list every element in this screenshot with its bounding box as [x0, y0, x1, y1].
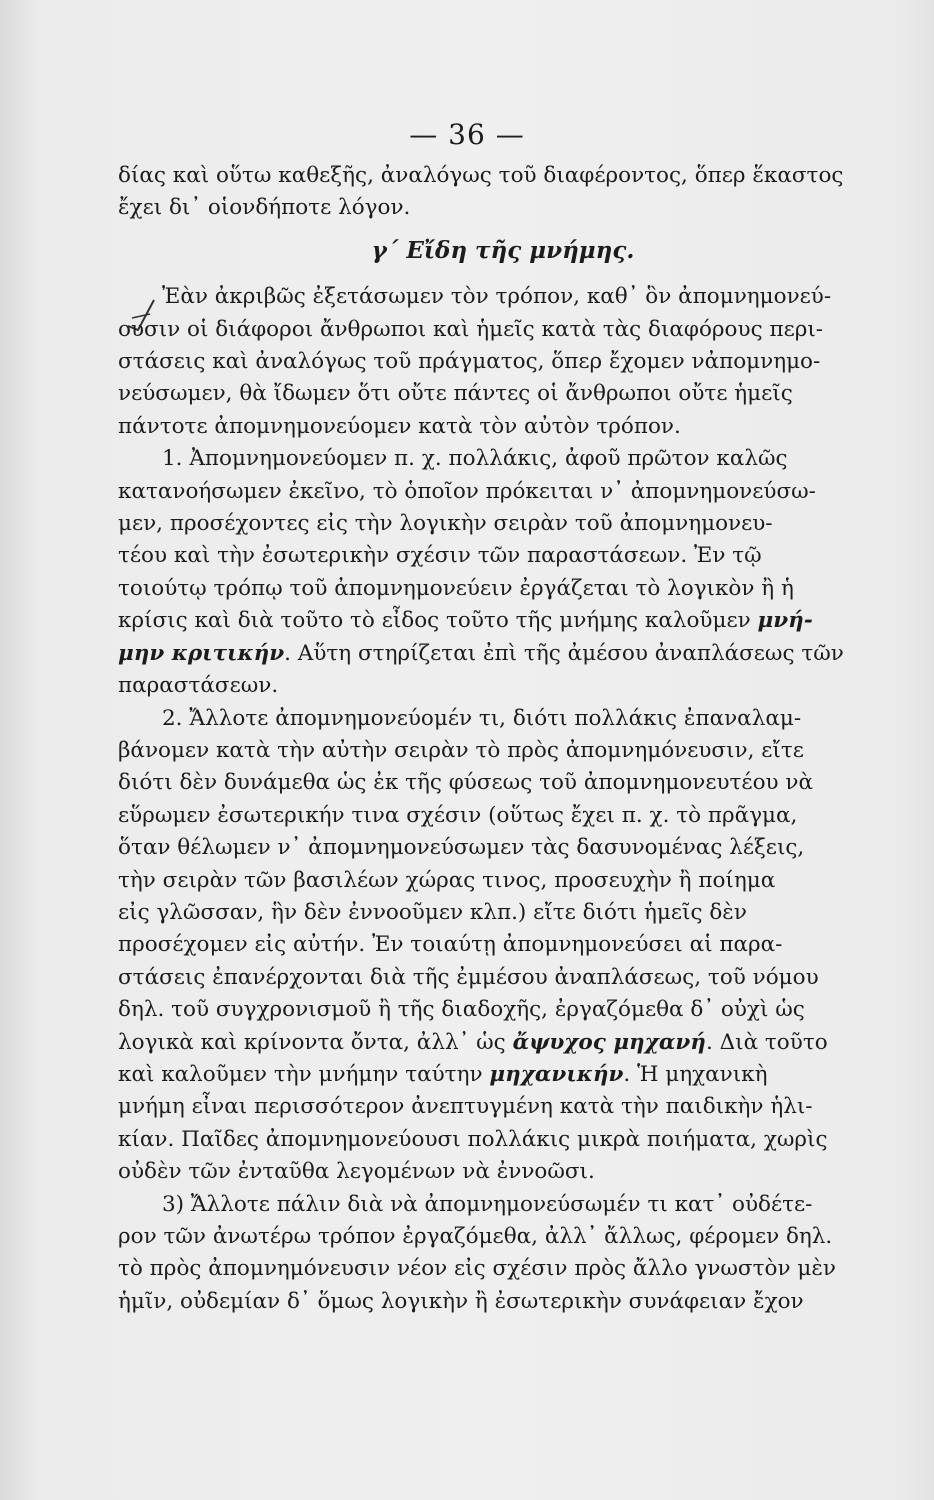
emphasis-term: μηχανικήν — [489, 1061, 624, 1087]
text-line: 3) Ἄλλοτε πάλιν διὰ νὰ ἀπομνημονεύσωμέν τι κατ᾽ οὐδέτε- — [162, 1191, 813, 1217]
text-line: διότι δὲν δυνάμεθα ὡς ἐκ τῆς φύσεως τοῦ ἀπομνημονευτέου νὰ — [118, 770, 814, 796]
body-text — [118, 160, 878, 1318]
emphasis-term: ἄψυχος μηχανή — [512, 1029, 706, 1055]
text-line — [118, 605, 878, 637]
text-segment: λογικὰ καὶ κρίνοντα ὄντα, ἀλλ᾽ ὡς — [118, 1029, 513, 1055]
text-line: δίας καὶ οὕτω καθεξῆς, ἀναλόγως τοῦ διαφέροντος, ὅπερ ἕκαστος — [118, 163, 844, 188]
text-line: στάσεις καὶ ἀναλόγως τοῦ πράγματος, ὅπερ ἔχομεν νἀπομνημο- — [118, 349, 821, 375]
text-line: 1. Ἀπομνημονεύομεν π. χ. πολλάκις, ἀφοῦ πρῶτον καλῶς — [162, 446, 788, 472]
text-line: μνήμη εἶναι περισσότερον ἀνεπτυγμένη κατὰ τὴν παιδικὴν ἡλι- — [118, 1094, 813, 1120]
text-segment: . Αὕτη στηρίζεται ἐπὶ τῆς ἀμέσου ἀναπλάσεως τῶν — [284, 640, 844, 666]
text-line: εἰς γλῶσσαν, ἣν δὲν ἐννοοῦμεν κλπ.) εἴτε διότι ἡμεῖς δὲν — [118, 899, 747, 925]
text-line: νεύσωμεν, θὰ ἴδωμεν ὅτι οὔτε πάντες οἱ ἄνθρωποι οὔτε ἡμεῖς — [118, 381, 793, 407]
text-segment: . Ἡ μηχανικὴ — [623, 1061, 768, 1087]
text-line: ἡμῖν, οὐδεμίαν δ᾽ ὅμως λογικὴν ἢ ἐσωτερικὴν συνάφειαν ἔχον — [118, 1288, 804, 1314]
text-line: τὴν σειρὰν τῶν βασιλέων χώρας τινος, προσευχὴν ἢ ποίημα — [118, 867, 776, 893]
section-heading: γ΄ Εἴδη τῆς μνήμης. — [371, 236, 635, 264]
text-line: οὐδὲν τῶν ἐνταῦθα λεγομένων νὰ ἐννοῶσι. — [118, 1159, 595, 1185]
text-line: 2. Ἄλλοτε ἀπομνημονεύομέν τι, διότι πολλάκις ἐπαναλαμ- — [162, 705, 802, 731]
text-line: κίαν. Παῖδες ἀπομνημονεύουσι πολλάκις μικρὰ ποιήματα, χωρὶς — [118, 1126, 828, 1152]
text-line: ρον τῶν ἀνωτέρω τρόπον ἐργαζόμεθα, ἀλλ᾽ ἄλλως, φέρομεν δηλ. — [118, 1224, 833, 1249]
text-line — [118, 638, 878, 670]
text-segment: κρίσις καὶ διὰ τοῦτο τὸ εἶδος τοῦτο τῆς μνήμης καλοῦμεν — [118, 608, 751, 634]
text-line: ὅταν θέλωμεν ν᾽ ἀπομνημονεύσωμεν τὰς δασυνομένας λέξεις, — [118, 835, 805, 861]
text-line: Ἐὰν ἀκριβῶς ἐξετάσωμεν τὸν τρόπον, καθ᾽ ὃν ἀπομνημονεύ- — [162, 284, 832, 310]
text-line: ουσιν οἱ διάφοροι ἄνθρωποι καὶ ἡμεῖς κατὰ τὰς διαφόρους περι- — [118, 316, 824, 342]
text-line: εὕρωμεν ἐσωτερικήν τινα σχέσιν (οὕτως ἔχει π. χ. τὸ πρᾶγμα, — [118, 802, 798, 828]
text-segment: . Διὰ τοῦτο — [705, 1029, 828, 1055]
text-line: παραστάσεων. — [118, 673, 279, 699]
text-line — [118, 1059, 878, 1091]
text-line: πάντοτε ἀπομνημονεύομεν κατὰ τὸν αὐτὸν τρόπον. — [118, 413, 681, 439]
text-line: τὸ πρὸς ἀπομνημόνευσιν νέον εἰς σχέσιν πρὸς ἄλλο γνωστὸν μὲν — [118, 1256, 836, 1282]
text-line — [118, 1027, 878, 1059]
text-line: τοιούτῳ τρόπῳ τοῦ ἀπομνημονεύειν ἐργάζεται τὸ λογικὸν ἢ ἡ — [118, 575, 794, 601]
page-number: — 36 — — [409, 118, 525, 151]
text-line: ἔχει δι᾽ οἱονδήποτε λόγον. — [118, 195, 411, 221]
text-line: τέου καὶ τὴν ἐσωτερικὴν σχέσιν τῶν παραστάσεων. Ἐν τῷ — [118, 543, 762, 569]
text-line: μεν, προσέχοντες εἰς τὴν λογικὴν σειρὰν τοῦ ἀπομνημονευ- — [118, 511, 773, 537]
emphasis-term: μην κριτικήν — [118, 640, 285, 666]
text-line: κατανοήσωμεν ἐκεῖνο, τὸ ὁποῖον πρόκειται ν᾽ ἀπομνημονεύσω- — [118, 478, 816, 504]
text-segment: καὶ καλοῦμεν τὴν μνήμην ταύτην — [118, 1061, 490, 1087]
emphasis-term: μνή- — [757, 608, 813, 634]
text-line: δηλ. τοῦ συγχρονισμοῦ ἢ τῆς διαδοχῆς, ἐργαζόμεθα δ᾽ οὐχὶ ὡς — [118, 997, 805, 1023]
text-line: προσέχομεν εἰς αὐτήν. Ἐν τοιαύτῃ ἀπομνημονεύσει αἱ παρα- — [118, 932, 783, 958]
text-line: στάσεις ἐπανέρχονται διὰ τῆς ἐμμέσου ἀναπλάσεως, τοῦ νόμου — [118, 964, 819, 990]
text-line: βάνομεν κατὰ τὴν αὐτὴν σειρὰν τὸ πρὸς ἀπομνημόνευσιν, εἴτε — [118, 737, 804, 763]
